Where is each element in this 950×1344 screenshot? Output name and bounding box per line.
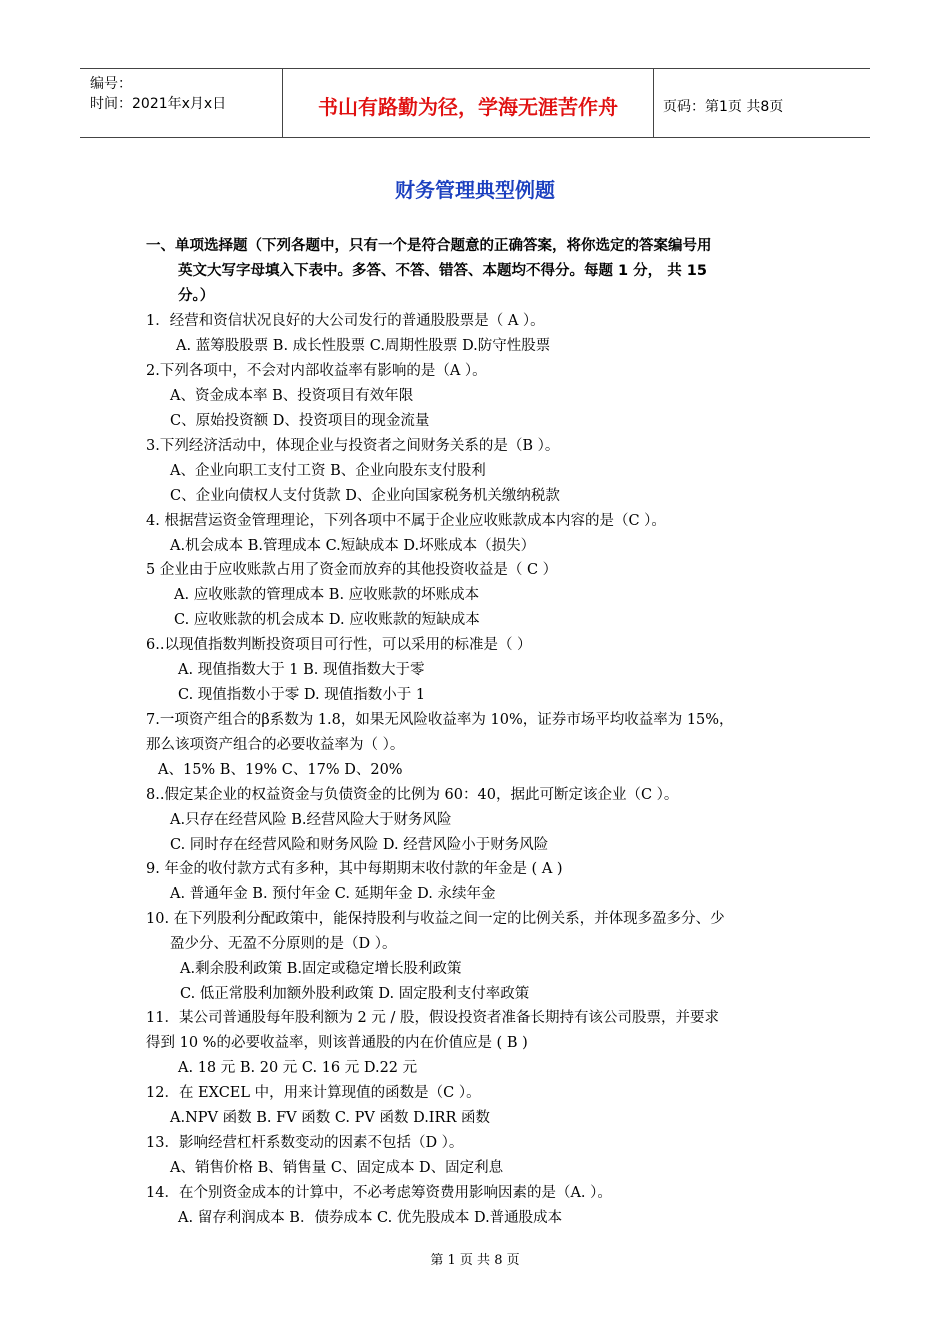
question-options: C、原始投资额 D、投资项目的现金流量 <box>170 413 430 429</box>
question-stem: 盈少分、无盈不分原则的是（D ）。 <box>170 936 397 952</box>
section-heading-line: 一、单项选择题（下列各题中，只有一个是符合题意的正确答案，将你选定的答案编号用 <box>146 238 712 254</box>
question-options: A. 蓝筹股股票 B. 成长性股票 C.周期性股票 D.防守性股票 <box>176 338 551 354</box>
page-header <box>80 68 870 138</box>
question-stem: 14．在个别资金成本的计算中，不必考虑筹资费用影响因素的是（A. ）。 <box>146 1185 612 1201</box>
document-title: 财务管理典型例题 <box>395 178 555 202</box>
question-options: A、销售价格 B、销售量 C、固定成本 D、固定利息 <box>170 1160 504 1176</box>
question-stem: 11．某公司普通股每年股利额为 2 元 / 股，假设投资者准备长期持有该公司股票，并要求 <box>146 1010 719 1026</box>
question-options: C. 同时存在经营风险和财务风险 D. 经营风险小于财务风险 <box>170 837 549 853</box>
question-stem: 10. 在下列股利分配政策中，能保持股利与收益之间一定的比例关系，并体现多盈多分、少 <box>146 911 725 927</box>
question-options: A.剩余股利政策 B.固定或稳定增长股利政策 <box>180 961 462 977</box>
question-options: A. 普通年金 B. 预付年金 C. 延期年金 D. 永续年金 <box>170 886 496 902</box>
question-options: A、资金成本率 B、投资项目有效年限 <box>170 388 414 404</box>
question-stem: 8..假定某企业的权益资金与负债资金的比例为 60：40，据此可断定该企业（C ）。 <box>146 787 679 803</box>
question-stem: 1．经营和资信状况良好的大公司发行的普通股股票是（ A ）。 <box>146 313 545 329</box>
question-options: A. 应收账款的管理成本 B. 应收账款的坏账成本 <box>174 587 480 603</box>
motto: 书山有路勤为径，学海无涯苦作舟 <box>318 95 618 119</box>
question-options: A、15% B、19% C、17% D、20% <box>158 762 403 778</box>
question-options: A. 18 元 B. 20 元 C. 16 元 D.22 元 <box>178 1060 418 1076</box>
section-heading-line: 英文大写字母填入下表中。多答、不答、错答、本题均不得分。每题 1 分， 共 15 <box>178 263 707 279</box>
question-options: A. 留存利润成本 B．债券成本 C. 优先股成本 D.普通股成本 <box>178 1210 563 1226</box>
question-stem: 3.下列经济活动中，体现企业与投资者之间财务关系的是（B ）。 <box>146 438 560 454</box>
question-stem: 6..以现值指数判断投资项目可行性，可以采用的标准是（ ） <box>146 637 532 653</box>
question-options: A、企业向职工支付工资 B、企业向股东支付股利 <box>170 463 486 479</box>
page-footer: 第 1 页 共 8 页 <box>430 1253 520 1268</box>
time-label: 时间：2021年x月x日 <box>90 96 227 112</box>
question-stem: 7.一项资产组合的β系数为 1.8，如果无风险收益率为 10%，证券市场平均收益率为 15%， <box>146 712 734 728</box>
question-stem: 5 企业由于应收账款占用了资金而放弃的其他投资收益是（ C ） <box>146 562 558 578</box>
question-stem: 得到 10 %的必要收益率，则该普通股的内在价值应是 ( B ) <box>146 1035 528 1051</box>
question-stem: 12．在 EXCEL 中，用来计算现值的函数是（C ）。 <box>146 1085 481 1101</box>
question-stem: 2.下列各项中，不会对内部收益率有影响的是（A ）。 <box>146 363 487 379</box>
question-options: A.NPV 函数 B. FV 函数 C. PV 函数 D.IRR 函数 <box>170 1110 490 1126</box>
question-options: A.机会成本 B.管理成本 C.短缺成本 D.坏账成本（损失） <box>170 538 536 554</box>
question-options: C. 现值指数小于零 D. 现值指数小于 1 <box>178 687 426 703</box>
question-stem: 4. 根据营运资金管理理论，下列各项中不属于企业应收账款成本内容的是（C ）。 <box>146 513 666 529</box>
section-heading-line: 分。） <box>178 288 215 304</box>
question-options: C、企业向债权人支付货款 D、企业向国家税务机关缴纳税款 <box>170 488 560 504</box>
page-info: 页码：第1页 共8页 <box>663 99 784 115</box>
question-stem: 13．影响经营杠杆系数变动的因素不包括（D ）。 <box>146 1135 464 1151</box>
question-options: A. 现值指数大于 1 B. 现值指数大于零 <box>178 662 425 678</box>
question-options: C. 低正常股利加额外股利政策 D. 固定股利支付率政策 <box>180 986 530 1002</box>
header-meta <box>80 69 280 137</box>
header-motto-cell <box>282 69 654 137</box>
question-options: A.只存在经营风险 B.经营风险大于财务风险 <box>170 812 452 828</box>
number-label: 编号： <box>90 76 132 92</box>
question-options: C. 应收账款的机会成本 D. 应收账款的短缺成本 <box>174 612 480 628</box>
question-stem: 9. 年金的收付款方式有多种，其中每期期末收付款的年金是 ( A ) <box>146 861 563 877</box>
question-stem: 那么该项资产组合的必要收益率为（ ）。 <box>146 737 405 753</box>
